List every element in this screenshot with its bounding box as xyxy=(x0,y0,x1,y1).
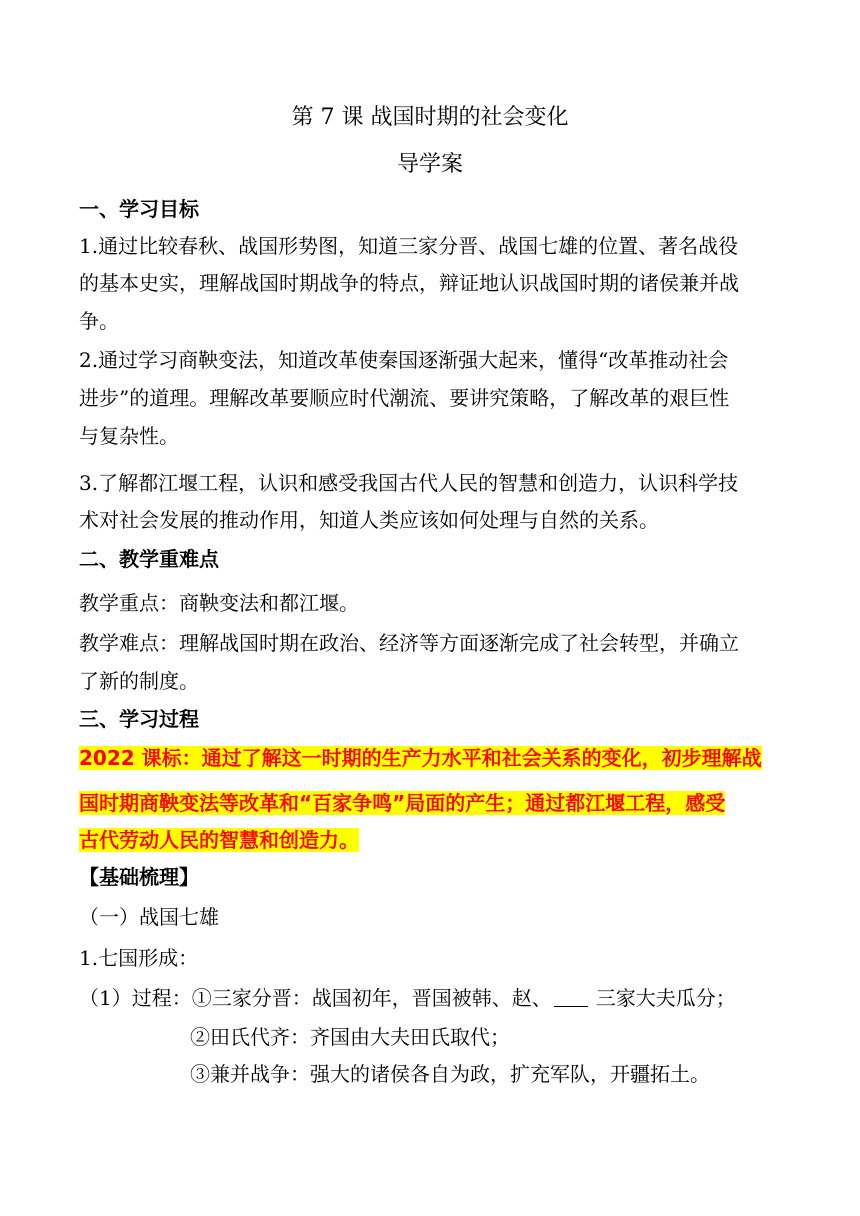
curriculum-standard-line-3: 古代劳动人民的智慧和创造力。 xyxy=(79,828,359,852)
fill-in-blank[interactable] xyxy=(554,986,588,1007)
item-formation: 1.七国形成： xyxy=(79,946,199,970)
difficulty-line-1: 教学难点：理解战国时期在政治、经济等方面逐渐完成了社会转型，并确立 xyxy=(79,631,739,655)
process-line-2: ②田氏代齐：齐国由大夫田氏取代； xyxy=(190,1025,510,1049)
curriculum-standard-line-1: 2022 课标：通过了解这一时期的生产力水平和社会关系的变化，初步理解战 xyxy=(79,746,762,770)
goal-1-line-3: 争。 xyxy=(79,309,119,333)
section-heading-goals: 一、学习目标 xyxy=(79,197,199,221)
curriculum-standard-line-2: 国时期商鞅变法等改革和“百家争鸣”局面的产生；通过都江堰工程，感受 xyxy=(79,791,726,815)
goal-3-line-1: 3.了解都江堰工程，认识和感受我国古代人民的智慧和创造力，认识科学技 xyxy=(79,471,739,495)
process-line-1-end: 三家大夫瓜分； xyxy=(595,986,736,1010)
goal-1-line-2: 的基本史实，理解战国时期战争的特点，辩证地认识战国时期的诸侯兼并战 xyxy=(79,271,739,295)
goal-2-line-2: 进步”的道理。理解改革要顺应时代潮流、要讲究策略，了解改革的艰巨性 xyxy=(79,386,730,410)
process-line-1-text: （1）过程：①三家分晋：战国初年，晋国被韩、赵、 xyxy=(79,986,552,1010)
key-point: 教学重点：商鞅变法和都江堰。 xyxy=(79,591,359,615)
section-heading-process: 三、学习过程 xyxy=(79,707,199,731)
page-title: 第 7 课 战国时期的社会变化 xyxy=(291,105,569,130)
process-line-3: ③兼并战争：强大的诸侯各自为政，扩充军队，开疆拓土。 xyxy=(190,1062,710,1086)
goal-2-line-1: 2.通过学习商鞅变法，知道改革使秦国逐渐强大起来，懂得“改革推动社会 xyxy=(79,348,729,372)
difficulty-line-2: 了新的制度。 xyxy=(79,669,199,693)
page-subtitle: 导学案 xyxy=(396,152,463,177)
goal-2-line-3: 与复杂性。 xyxy=(79,424,179,448)
section-heading-key-points: 二、教学重难点 xyxy=(79,547,219,571)
goal-3-line-2: 术对社会发展的推动作用，知道人类应该如何处理与自然的关系。 xyxy=(79,508,659,532)
part-heading-seven-states: （一）战国七雄 xyxy=(79,905,219,929)
basics-heading: 【基础梳理】 xyxy=(79,865,199,889)
process-line-1 xyxy=(79,983,736,1013)
goal-1-line-1: 1.通过比较春秋、战国形势图，知道三家分晋、战国七雄的位置、著名战役 xyxy=(79,234,739,258)
